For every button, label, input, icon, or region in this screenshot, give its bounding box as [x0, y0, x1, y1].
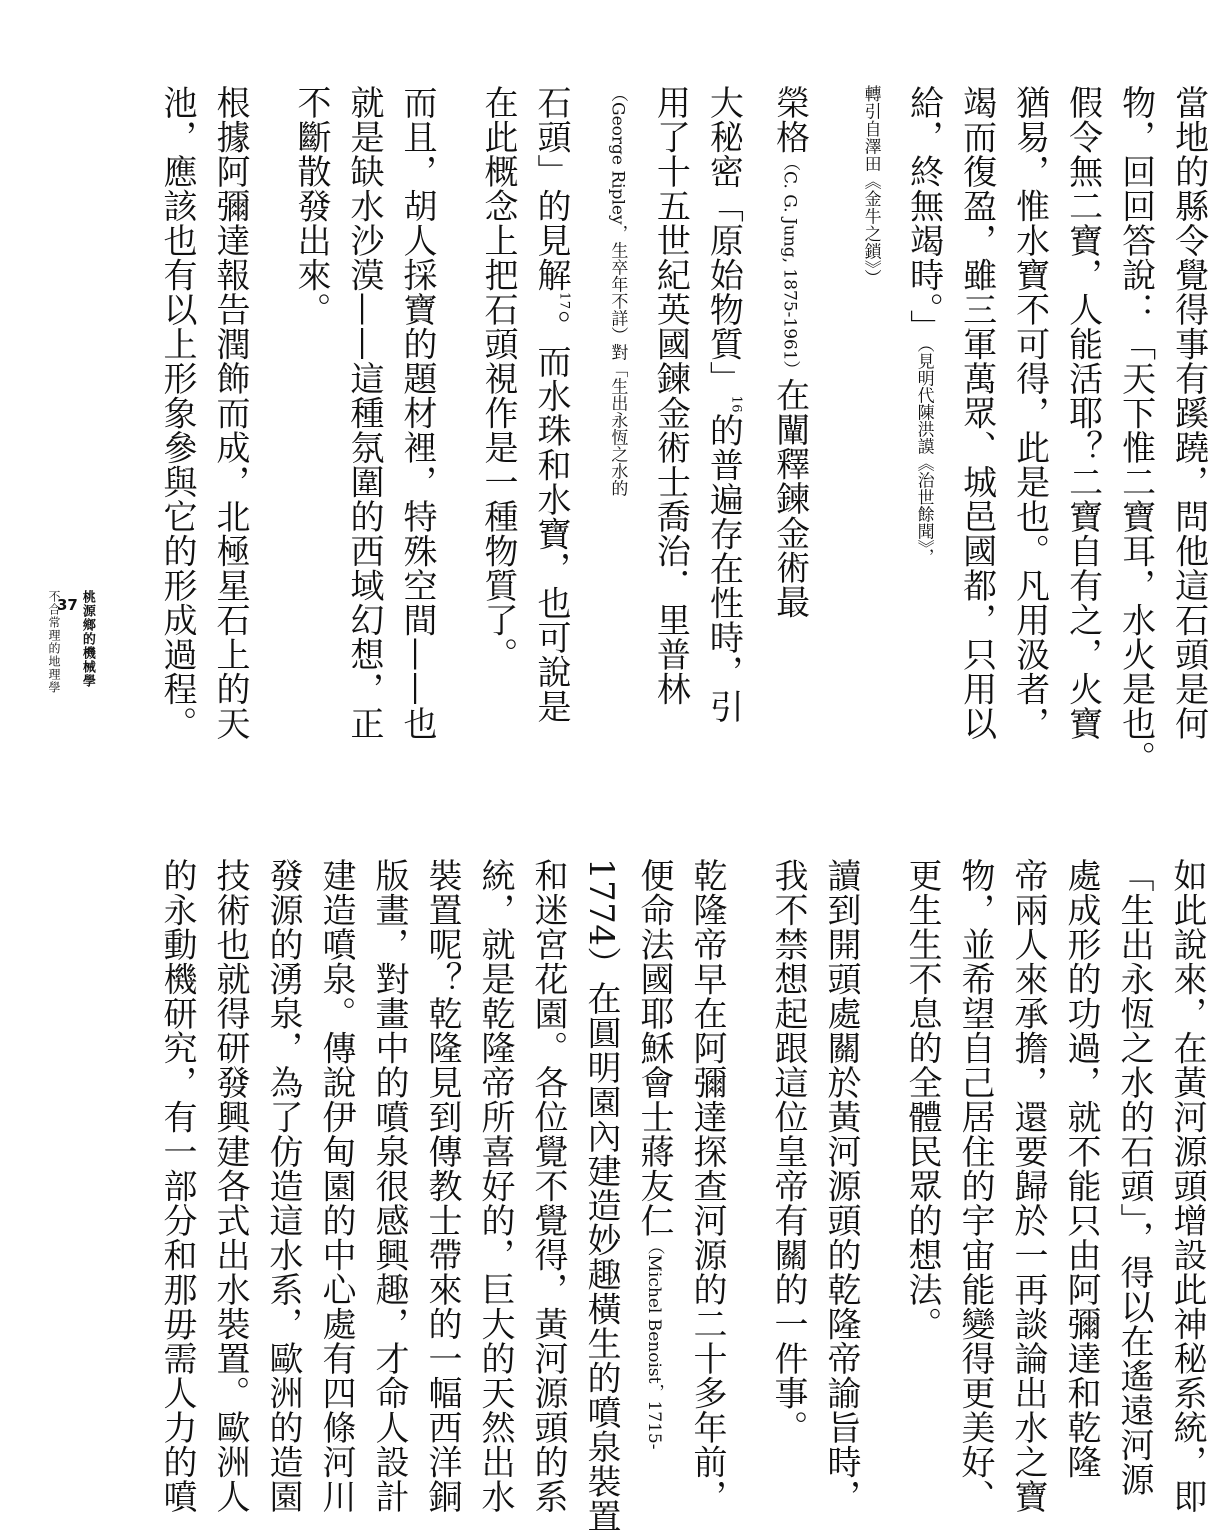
text-run: 榮格	[769, 85, 810, 154]
upper-text-block	[150, 85, 1215, 775]
text-column: 帝兩人來承擔，還要歸於一再談論出水之寶	[1008, 858, 1048, 1514]
text-column: 物，並希望自己居住的宇宙能變得更美好、	[955, 858, 995, 1514]
text-run: 大秘密「原始物質」	[703, 85, 744, 396]
text-column: 當地的縣令覺得事有蹊蹺，問他這石頭是何	[1168, 85, 1209, 741]
text-column: 處成形的功過，就不能只由阿彌達和乾隆	[1061, 858, 1101, 1479]
text-column: 用了十五世紀英國鍊金術士喬治．里普林	[650, 85, 691, 706]
text-column: 池，應該也有以上形象參與它的形成過程。	[157, 85, 197, 741]
text-column: 我不禁想起跟這位皇帝有關的一件事。	[768, 858, 808, 1445]
text-column: 乾隆帝早在阿彌達探查河源的二十多年前，	[687, 858, 727, 1514]
running-head	[46, 590, 97, 694]
text-column: 物，回回答說：「天下惟二寶耳，水火是也。	[1115, 85, 1156, 775]
text-column: 統，就是乾隆帝所喜好的，巨大的天然出水	[475, 858, 515, 1514]
inline-note: （Michel Benoist，1715-	[644, 1237, 664, 1450]
text-run: 石頭」的見解	[531, 85, 571, 292]
citation-column: 轉引自澤田《金牛之鎖》）	[860, 85, 881, 287]
text-column	[897, 85, 950, 775]
inline-note: （C. G. Jung, 1875-1961）	[779, 154, 800, 378]
text-column: 就是缺水沙漠——這種氛圍的西域幻想，正	[344, 85, 384, 741]
text-run: 給，終無竭時。」	[903, 85, 944, 344]
inline-note: （George Ripley，生卒年不詳）對「生出永恆之水的	[607, 85, 628, 497]
text-column: 的永動機研究，有一部分和那毋需人力的噴	[157, 858, 197, 1514]
text-column: 讀到開頭處關於黃河源頭的乾隆帝諭旨時，	[821, 858, 861, 1514]
text-column: 裝置呢？乾隆見到傳教士帶來的一幅西洋銅	[422, 858, 462, 1514]
text-run: 便命法國耶穌會士蔣友仁	[634, 858, 674, 1238]
text-column	[524, 85, 590, 775]
text-run: 。而水珠和水寶，也可說是	[531, 309, 571, 724]
text-column	[763, 85, 816, 775]
text-column: 和迷宮花園。各位覺不覺得，黃河源頭的系	[528, 858, 568, 1514]
lower-text-block	[150, 858, 1213, 1533]
text-run: 的普遍存在性時，引	[703, 413, 744, 724]
text-column: 版畫，對畫中的噴泉很感興趣，才命人設計	[369, 858, 409, 1514]
text-column: 竭而復盈，雖三軍萬眾、城邑國都，只用以	[956, 85, 997, 741]
text-column: 發源的湧泉，為了仿造這水系，歐洲的造園	[263, 858, 303, 1514]
text-run: 在闡釋鍊金術最	[769, 377, 810, 620]
footnote-ref: 16	[728, 395, 744, 414]
footnote-ref: 17	[556, 292, 572, 310]
citation-note: （見明代陳洪謨《治世餘聞》，	[913, 344, 934, 565]
text-column	[696, 85, 762, 775]
text-column: 猶易，惟水寶不可得，此是也。凡用汲者，	[1009, 85, 1050, 741]
text-column: 更生生不息的全體民眾的想法。	[902, 858, 942, 1341]
text-column: 1774）在圓明園內建造妙趣橫生的噴泉裝置	[581, 858, 621, 1533]
text-column: 建造噴泉。傳說伊甸園的中心處有四條河川	[316, 858, 356, 1514]
text-column: 假令無二寶，人能活耶？二寶自有之，火寶	[1062, 85, 1103, 741]
text-column: 技術也就得研發興建各式出水裝置。歐洲人	[210, 858, 250, 1514]
book-title: 桃源鄉的機械學	[79, 590, 95, 688]
text-column: 不斷散發出來。	[291, 85, 331, 327]
text-column: 「生出永恆之水的石頭」，得以在遙遠河源	[1114, 858, 1154, 1497]
text-column: 根據阿彌達報告潤飾而成，北極星石上的天	[210, 85, 250, 741]
text-column: 在此概念上把石頭視作是一種物質了。	[478, 85, 518, 672]
text-column	[590, 85, 643, 775]
page-number: 37	[57, 596, 78, 614]
text-column: 而且，胡人採寶的題材裡，特殊空間——也	[397, 85, 437, 741]
chapter-title: 不合常理的地理學	[47, 590, 61, 694]
text-column: 如此說來，在黃河源頭增設此神秘系統，即	[1167, 858, 1207, 1514]
text-column	[627, 858, 680, 1533]
